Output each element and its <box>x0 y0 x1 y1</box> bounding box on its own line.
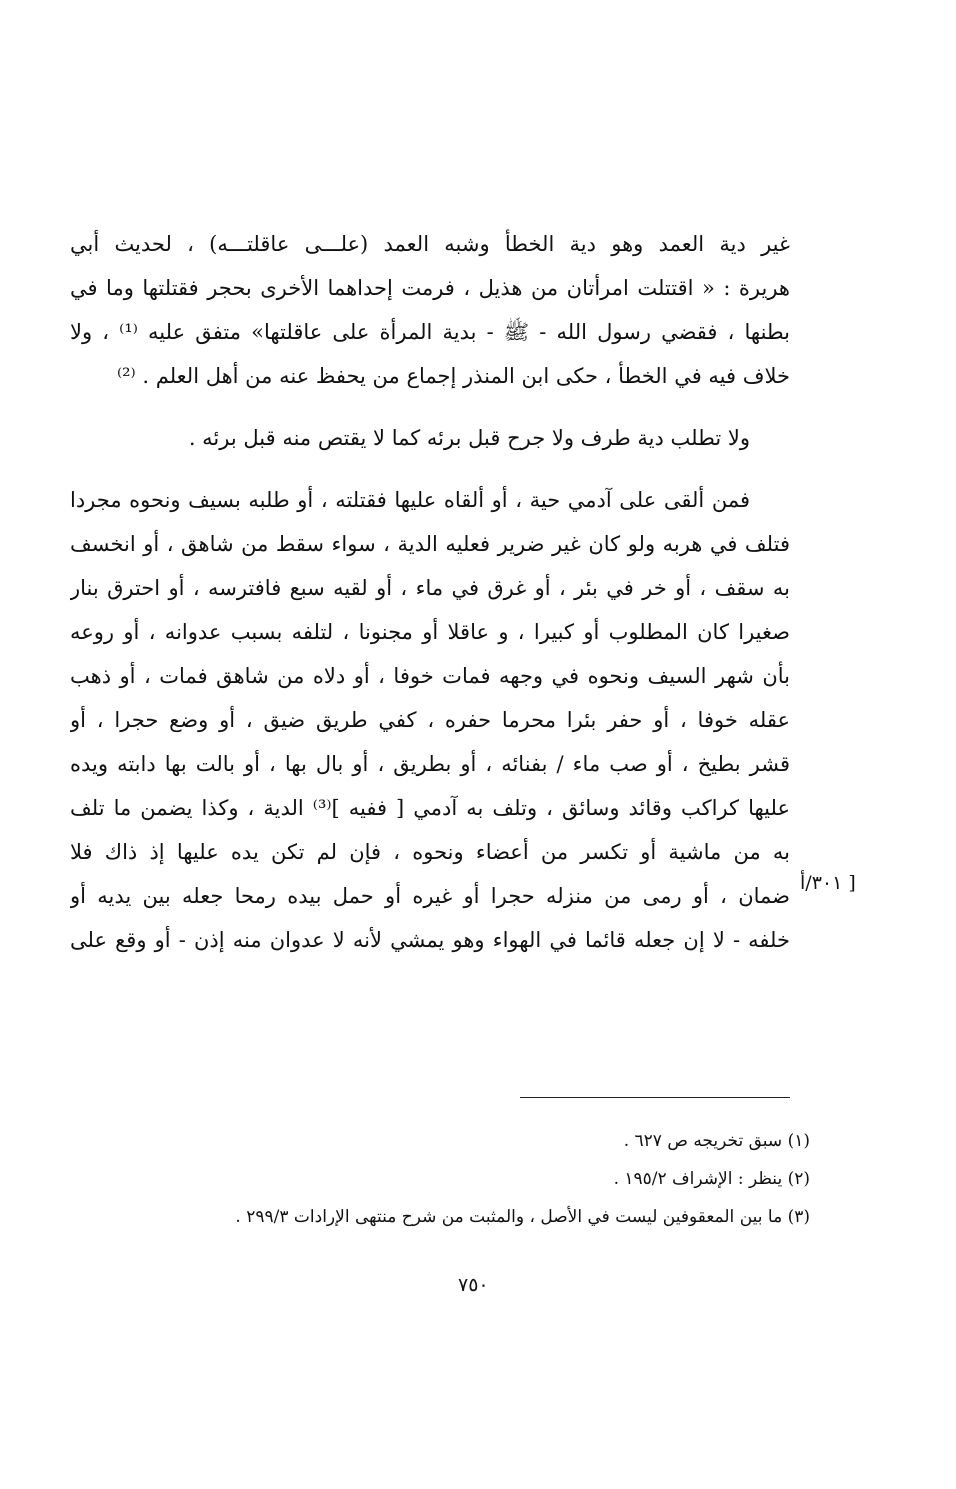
text-line: هريرة : « اقتتلت امرأتان من هذيل ، فرمت إحداهما الأخرى بحجر فقتلتها وما في <box>70 276 790 300</box>
text-line: قشر بطيخ ، أو صب ماء / بفنائه ، أو بطريق ، أو بال بها ، أو بالت بها دابته ويده <box>70 752 790 776</box>
text-line: فتلف في هربه ولو كان غير ضرير فعليه الدية ، سواء سقط من شاهق ، أو انخسف <box>70 532 790 556</box>
paragraph-gap <box>70 460 790 478</box>
text-line: ولا تطلب دية طرف ولا جرح قبل برئه كما لا يقتص منه قبل برئه . <box>188 426 750 450</box>
text-line: بأن شهر السيف ونحوه في وجهه فمات خوفا ، أو دلاه من شاهق فمات ، أو ذهب <box>70 664 790 688</box>
footnote-separator <box>520 1097 790 1098</box>
footnote: (١) سبق تخريجه ص ٦٢٧ . <box>623 1131 810 1151</box>
text-line: صغيرا كان المطلوب أو كبيرا ، و عاقلا أو مجنونا ، لتلفه بسبب عدوانه ، أو روعه <box>70 620 790 644</box>
paragraph-gap <box>70 398 790 416</box>
page-number: ٧٥٠ <box>458 1274 489 1296</box>
text-line: به من ماشية أو تكسر من أعضاء ونحوه ، فإن لم تكن يده عليها إذ ذاك فلا <box>70 840 790 864</box>
text-line: ضمان ، أو رمى من منزله حجرا أو غيره أو حمل بيده رمحا جعله بين يديه أو <box>70 884 790 908</box>
text-line: خلاف فيه في الخطأ ، حكى ابن المنذر إجماع من يحفظ عنه من أهل العلم . ⁽²⁾ <box>116 364 790 388</box>
text-line: عليها كراكب وقائد وسائق ، وتلف به آدمي [ ففيه ]⁽³⁾ الدية ، وكذا يضمن ما تلف <box>70 796 790 820</box>
text-line: فمن ألقى على آدمي حية ، أو ألقاه عليها فقتلته ، أو طلبه بسيف ونحوه مجردا <box>70 488 750 512</box>
text-line: به سقف ، أو خر في بئر ، أو غرق في ماء ، أو لقيه سبع فافترسه ، أو احترق بنار <box>70 576 790 600</box>
footnote: (٢) ينظر : الإشراف ١٩٥/٢ . <box>613 1169 810 1189</box>
text-line: غير دية العمد وهو دية الخطأ وشبه العمد (علـــى عاقلتـــه) ، لحديث أبي <box>70 232 790 256</box>
footnotes <box>200 1122 810 1236</box>
text-line: عقله خوفا ، أو حفر بئرا محرما حفره ، كفي طريق ضيق ، أو وضع حجرا ، أو <box>70 708 790 732</box>
text-line: خلفه - لا إن جعله قائما في الهواء وهو يمشي لأنه لا عدوان منه إذن - أو وقع على <box>70 928 790 952</box>
text-line: بطنها ، فقضي رسول الله - ﷺ - بدية المرأة على عاقلتها» متفق عليه ⁽¹⁾ ، ولا <box>70 320 790 344</box>
manuscript-folio-marker: [ ٣٠١/أ <box>800 872 856 894</box>
main-text <box>70 222 790 962</box>
footnote: (٣) ما بين المعقوفين ليست في الأصل ، والمثبت من شرح منتهى الإرادات ٢٩٩/٣ . <box>235 1207 810 1227</box>
